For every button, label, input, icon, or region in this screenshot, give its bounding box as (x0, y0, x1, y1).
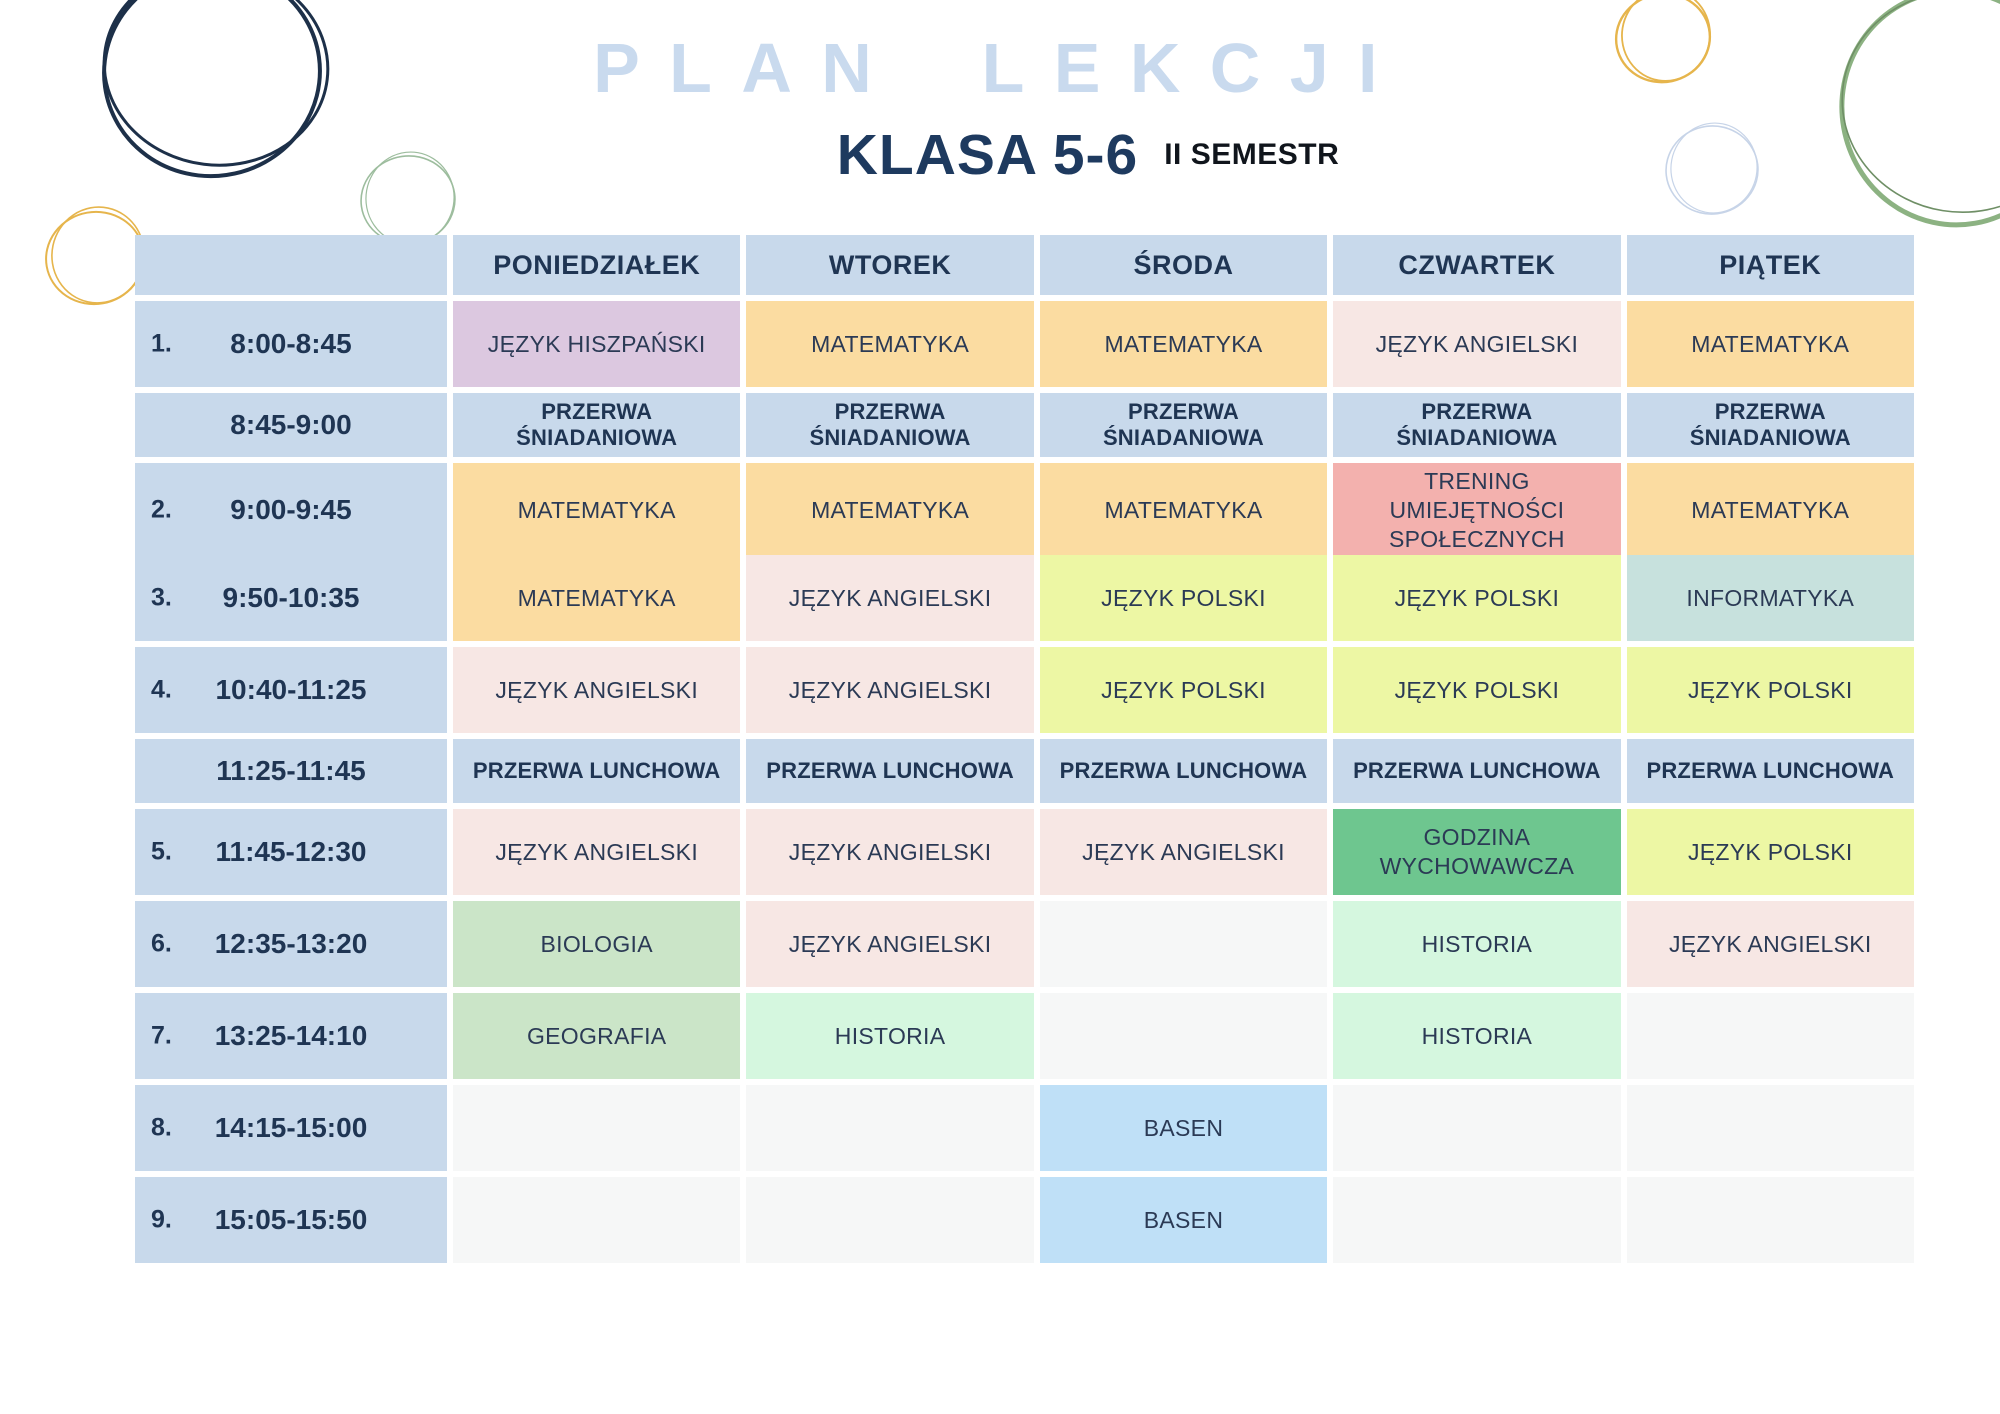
break-cell: PRZERWA ŚNIADANIOWA (1333, 393, 1620, 457)
lesson-cell: HISTORIA (1333, 993, 1620, 1079)
break-row (135, 739, 1914, 803)
empty-cell (746, 1177, 1033, 1263)
time-label: 9:50-10:35 (222, 582, 360, 613)
lesson-cell: TRENING UMIEJĘTNOŚCI SPOŁECZNYCH (1333, 463, 1620, 557)
lesson-cell: JĘZYK POLSKI (1040, 647, 1327, 733)
break-cell: PRZERWA LUNCHOWA (1333, 739, 1620, 803)
time-cell (135, 993, 447, 1079)
lesson-cell: JĘZYK POLSKI (1627, 647, 1914, 733)
time-cell (135, 301, 447, 387)
time-label: 8:45-9:00 (230, 409, 352, 440)
break-cell: PRZERWA LUNCHOWA (1040, 739, 1327, 803)
break-cell: PRZERWA ŚNIADANIOWA (1627, 393, 1914, 457)
lesson-row (135, 1177, 1914, 1263)
timetable (135, 235, 1914, 1263)
time-label: 13:25-14:10 (214, 1020, 368, 1051)
lesson-cell: MATEMATYKA (453, 463, 740, 557)
lesson-row (135, 1085, 1914, 1171)
day-header-2: WTOREK (746, 235, 1033, 295)
empty-cell (453, 1085, 740, 1171)
lesson-cell: HISTORIA (1333, 901, 1620, 987)
time-label: 9:00-9:45 (230, 494, 352, 526)
time-cell (135, 647, 447, 733)
day-header-3: ŚRODA (1040, 235, 1327, 295)
empty-cell (1040, 993, 1327, 1079)
time-label: 11:25-11:45 (216, 755, 366, 786)
lesson-cell: JĘZYK ANGIELSKI (1333, 301, 1620, 387)
row-number: 6. (151, 929, 172, 958)
time-label: 12:35-13:20 (214, 928, 368, 959)
time-label: 15:05-15:50 (214, 1204, 368, 1235)
lesson-cell: JĘZYK POLSKI (1040, 555, 1327, 641)
lesson-cell: JĘZYK HISZPAŃSKI (453, 301, 740, 387)
empty-cell (1333, 1177, 1620, 1263)
lesson-cell: JĘZYK ANGIELSKI (746, 809, 1033, 895)
time-label: 11:45-12:30 (215, 836, 367, 867)
time-cell (135, 739, 447, 803)
lesson-cell: JĘZYK ANGIELSKI (746, 647, 1033, 733)
break-cell: PRZERWA ŚNIADANIOWA (746, 393, 1033, 457)
row-number: 9. (151, 1205, 172, 1234)
time-cell (135, 901, 447, 987)
empty-cell (746, 1085, 1033, 1171)
empty-cell (1627, 1085, 1914, 1171)
lesson-cell: BASEN (1040, 1177, 1327, 1263)
lesson-cell: MATEMATYKA (746, 301, 1033, 387)
row-number: 5. (151, 837, 172, 866)
time-cell (135, 393, 447, 457)
row-number: 4. (151, 675, 172, 704)
lesson-cell: JĘZYK POLSKI (1333, 555, 1620, 641)
empty-cell (453, 1177, 740, 1263)
empty-cell (1627, 993, 1914, 1079)
lesson-row (135, 901, 1914, 987)
lesson-cell: MATEMATYKA (1627, 463, 1914, 557)
lesson-row (135, 555, 1914, 641)
break-cell: PRZERWA LUNCHOWA (453, 739, 740, 803)
lesson-cell: BIOLOGIA (453, 901, 740, 987)
lesson-cell: JĘZYK ANGIELSKI (453, 647, 740, 733)
break-cell: PRZERWA LUNCHOWA (746, 739, 1033, 803)
break-cell: PRZERWA ŚNIADANIOWA (1040, 393, 1327, 457)
lesson-cell: GEOGRAFIA (453, 993, 740, 1079)
class-title: KLASA 5-6 (836, 123, 1139, 187)
page-title: PLAN LEKCJI (593, 29, 1407, 107)
break-row (135, 393, 1914, 457)
day-header-row (135, 235, 1914, 295)
day-header-5: PIĄTEK (1627, 235, 1914, 295)
lesson-cell: JĘZYK POLSKI (1627, 809, 1914, 895)
time-label: 14:15-15:00 (214, 1112, 368, 1143)
time-cell (135, 555, 447, 641)
lesson-row (135, 463, 1914, 552)
lesson-cell: JĘZYK POLSKI (1333, 647, 1620, 733)
row-number: 8. (151, 1113, 172, 1142)
time-cell (135, 1085, 447, 1171)
lesson-cell: BASEN (1040, 1085, 1327, 1171)
empty-cell (1627, 1177, 1914, 1263)
time-label: 8:00-8:45 (230, 328, 352, 359)
lesson-row (135, 301, 1914, 387)
lesson-cell: MATEMATYKA (453, 555, 740, 641)
lesson-cell: MATEMATYKA (1040, 301, 1327, 387)
lesson-cell: MATEMATYKA (746, 463, 1033, 557)
lesson-cell: JĘZYK ANGIELSKI (746, 901, 1033, 987)
lesson-row (135, 809, 1914, 895)
row-number: 1. (151, 329, 172, 358)
lesson-cell: JĘZYK ANGIELSKI (746, 555, 1033, 641)
break-cell: PRZERWA ŚNIADANIOWA (453, 393, 740, 457)
lesson-cell: INFORMATYKA (1627, 555, 1914, 641)
time-cell (135, 809, 447, 895)
time-cell (135, 1177, 447, 1263)
lesson-cell: HISTORIA (746, 993, 1033, 1079)
row-number: 2. (151, 495, 172, 524)
lesson-row (135, 647, 1914, 733)
corner-cell (135, 235, 447, 295)
day-header-4: CZWARTEK (1333, 235, 1620, 295)
break-cell: PRZERWA LUNCHOWA (1627, 739, 1914, 803)
day-header-1: PONIEDZIAŁEK (453, 235, 740, 295)
lesson-cell: JĘZYK ANGIELSKI (453, 809, 740, 895)
time-cell (135, 463, 447, 557)
empty-cell (1040, 901, 1327, 987)
lesson-cell: GODZINA WYCHOWAWCZA (1333, 809, 1620, 895)
subtitle-row (88, 122, 2000, 188)
row-number: 7. (151, 1021, 172, 1050)
lesson-cell: JĘZYK ANGIELSKI (1040, 809, 1327, 895)
lesson-row (135, 993, 1914, 1079)
lesson-cell: MATEMATYKA (1040, 463, 1327, 557)
row-number: 3. (151, 583, 172, 612)
lesson-cell: JĘZYK ANGIELSKI (1627, 901, 1914, 987)
lesson-cell: MATEMATYKA (1627, 301, 1914, 387)
semester-label: II SEMESTR (1164, 138, 1340, 171)
empty-cell (1333, 1085, 1620, 1171)
time-label: 10:40-11:25 (215, 674, 367, 705)
